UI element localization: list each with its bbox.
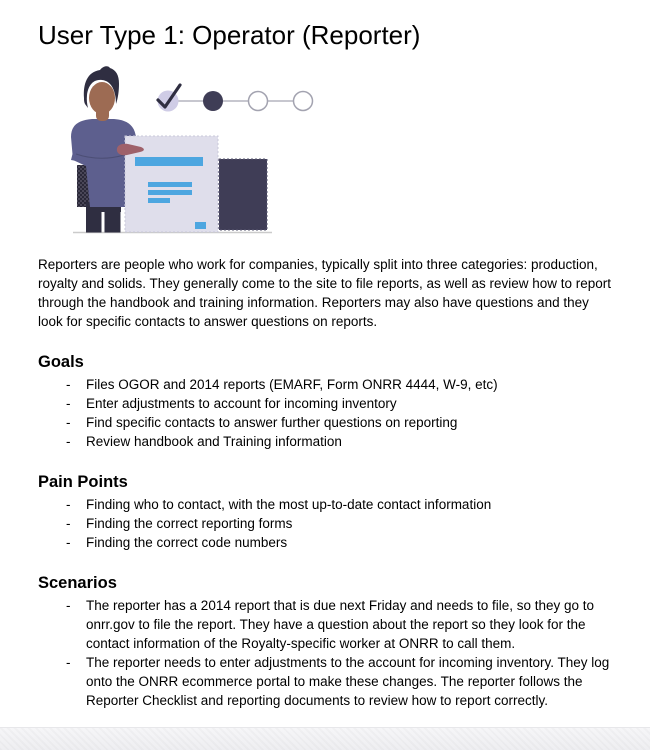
document-page: [0, 20, 650, 710]
bullet-marker: -: [66, 396, 71, 411]
persona-illustration: [40, 62, 320, 237]
list-item-text: The reporter has a 2014 report that is due next Friday and needs to file, so they go to onrr.gov to file the report. They have a question about the report so they look for the contact information of the Royalty-specific worker at ONRR to call them.: [86, 598, 595, 651]
bullet-marker: -: [66, 415, 71, 430]
step-4-upcoming-circle: [294, 92, 313, 111]
list-item: [38, 432, 612, 451]
list-item-text: The reporter needs to enter adjustments to the account for incoming inventory. They log onto the ONRR ecommerce portal to make these changes. The reporter follows the Reporter Checklist and reporting documents to review how to report correctly.: [86, 655, 610, 708]
bullet-marker: -: [66, 497, 71, 512]
list-item: [38, 514, 612, 533]
bullet-marker: -: [66, 655, 71, 670]
document-text-line: [148, 198, 170, 203]
scenarios-heading: Scenarios: [38, 574, 117, 592]
bullet-marker: -: [66, 535, 71, 550]
bullet-marker: -: [66, 434, 71, 449]
list-item-text: Enter adjustments to account for incoming inventory: [86, 396, 397, 411]
list-item: [38, 375, 612, 394]
report-checklist-panel: [117, 136, 218, 232]
goals-list: [38, 375, 612, 451]
list-item: [38, 653, 612, 710]
list-item-text: Review handbook and Training information: [86, 434, 342, 449]
section-goals: [38, 352, 612, 451]
list-item: [38, 394, 612, 413]
page-bottom-edge: [0, 727, 650, 750]
list-item: [38, 596, 612, 653]
list-item: [38, 495, 612, 514]
intro-paragraph: Reporters are people who work for companies, typically split into three categories: production, royalty and solids. They generally come to the site to file reports, as well as review how to report through the handbook and training information. Reporters may also have questions and they look for specific contacts to answer questions on reports.: [38, 257, 612, 329]
document-text-line: [148, 182, 192, 187]
pain-points-list: [38, 495, 612, 552]
section-scenarios: [38, 573, 612, 710]
list-item-text: Find specific contacts to answer further questions on reporting: [86, 415, 458, 430]
list-item-text: Finding who to contact, with the most up-to-date contact information: [86, 497, 492, 512]
step-2-current-circle: [203, 91, 223, 111]
pain-points-heading: Pain Points: [38, 473, 128, 491]
list-item: [38, 413, 612, 432]
bullet-marker: -: [66, 377, 71, 392]
document-footer-chip: [195, 222, 206, 229]
list-item: [38, 533, 612, 552]
bullet-marker: -: [66, 598, 71, 613]
list-item-text: Finding the correct code numbers: [86, 535, 288, 550]
person-face: [89, 82, 115, 114]
step-3-upcoming-circle: [249, 92, 268, 111]
page-title: User Type 1: Operator (Reporter): [38, 20, 421, 50]
list-item-text: Files OGOR and 2014 reports (EMARF, Form ONRR 4444, W-9, etc): [86, 377, 498, 392]
document-text-line: [148, 190, 192, 195]
goals-heading: Goals: [38, 353, 84, 371]
bullet-marker: -: [66, 516, 71, 531]
scenarios-list: [38, 596, 612, 710]
storage-box: [219, 159, 267, 230]
document-title-bar: [135, 157, 203, 166]
list-item-text: Finding the correct reporting forms: [86, 516, 293, 531]
progress-stepper-graphic: [158, 85, 313, 112]
section-pain-points: [38, 472, 612, 552]
